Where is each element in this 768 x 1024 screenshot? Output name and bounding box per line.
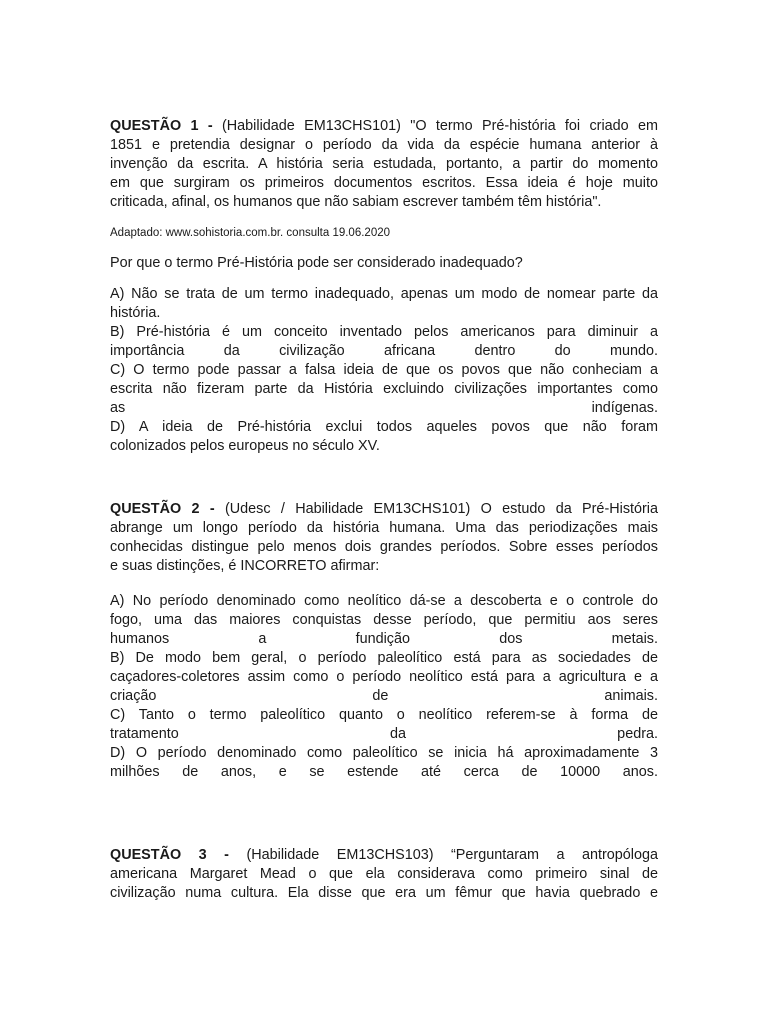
question-1-line-4: em que surgiram os primeiros documentos escritos. Essa ideia é hoje muito	[110, 175, 658, 191]
question-2-line-3: conhecidas distingue pelo menos dois grandes períodos. Sobre esses períodos	[110, 539, 658, 555]
option-line: importância da civilização africana dentro do mundo.	[110, 343, 658, 359]
option-line: escrita não fizeram parte da História excluindo civilizações importantes como	[110, 381, 658, 397]
question-3-line-2: americana Margaret Mead o que ela considerava como primeiro sinal de	[110, 866, 658, 882]
question-3-line-1: QUESTÃO 3 - (Habilidade EM13CHS103) “Perguntaram a antropóloga	[110, 847, 659, 863]
question-2-heading: QUESTÃO 2 -	[110, 501, 215, 517]
option-line: colonizados pelos europeus no século XV.	[110, 438, 380, 454]
question-3-heading: QUESTÃO 3 -	[110, 847, 229, 863]
option-line: criação de animais.	[110, 688, 658, 704]
question-1-line-1: QUESTÃO 1 - (Habilidade EM13CHS101) "O termo Pré-história foi criado em	[110, 118, 658, 134]
question-1-options	[110, 285, 658, 456]
question-2-line-4: e suas distinções, é INCORRETO afirmar:	[110, 558, 380, 574]
option-line: história.	[110, 305, 161, 321]
option-line: B) De modo bem geral, o período paleolítico está para as sociedades de	[110, 650, 658, 666]
question-2-options	[110, 592, 658, 782]
option-line: A) No período denominado como neolítico dá-se a descoberta e o controle do	[110, 593, 658, 609]
option-line: caçadores-coletores assim como o período neolítico está para a agricultura e a	[110, 669, 658, 685]
option-line: D) O período denominado como paleolítico se inicia há aproximadamente 3	[110, 745, 658, 761]
question-1-heading: QUESTÃO 1 -	[110, 118, 213, 134]
question-3-line-3: civilização numa cultura. Ela disse que era um fêmur que havia quebrado e	[110, 885, 658, 901]
option-line: fogo, uma das maiores conquistas desse período, que permitiu aos seres	[110, 612, 658, 628]
question-1-source: Adaptado: www.sohistoria.com.br. consulta 19.06.2020	[110, 227, 391, 239]
option-line: as indígenas.	[110, 400, 658, 416]
question-2-line-1: QUESTÃO 2 - (Udesc / Habilidade EM13CHS101) O estudo da Pré-História	[110, 501, 659, 517]
option-line: milhões de anos, e se estende até cerca de 10000 anos.	[110, 764, 658, 780]
question-2-line-2: abrange um longo período da história humana. Uma das periodizações mais	[110, 520, 658, 536]
question-3-statement	[110, 846, 658, 903]
option-line: D) A ideia de Pré-história exclui todos aqueles povos que não foram	[110, 419, 658, 435]
question-1-statement	[110, 117, 658, 212]
question-1-line-3: invenção da escrita. A história seria estudada, portanto, a partir do momento	[110, 156, 658, 172]
question-1-line-2: 1851 e pretendia designar o período da vida da espécie humana anterior à	[110, 137, 658, 153]
question-1-prompt: Por que o termo Pré-História pode ser considerado inadequado?	[110, 255, 523, 271]
option-line: A) Não se trata de um termo inadequado, apenas um modo de nomear parte da	[110, 286, 658, 302]
option-line: C) Tanto o termo paleolítico quanto o neolítico referem-se à forma de	[110, 707, 658, 723]
question-1-line-5: criticada, afinal, os humanos que não sabiam escrever também têm história".	[110, 194, 602, 210]
option-line: B) Pré-história é um conceito inventado pelos americanos para diminuir a	[110, 324, 658, 340]
option-line: tratamento da pedra.	[110, 726, 658, 742]
option-line: humanos a fundição dos metais.	[110, 631, 658, 647]
option-line: C) O termo pode passar a falsa ideia de que os povos que não conheciam a	[110, 362, 658, 378]
question-2-statement	[110, 500, 658, 576]
